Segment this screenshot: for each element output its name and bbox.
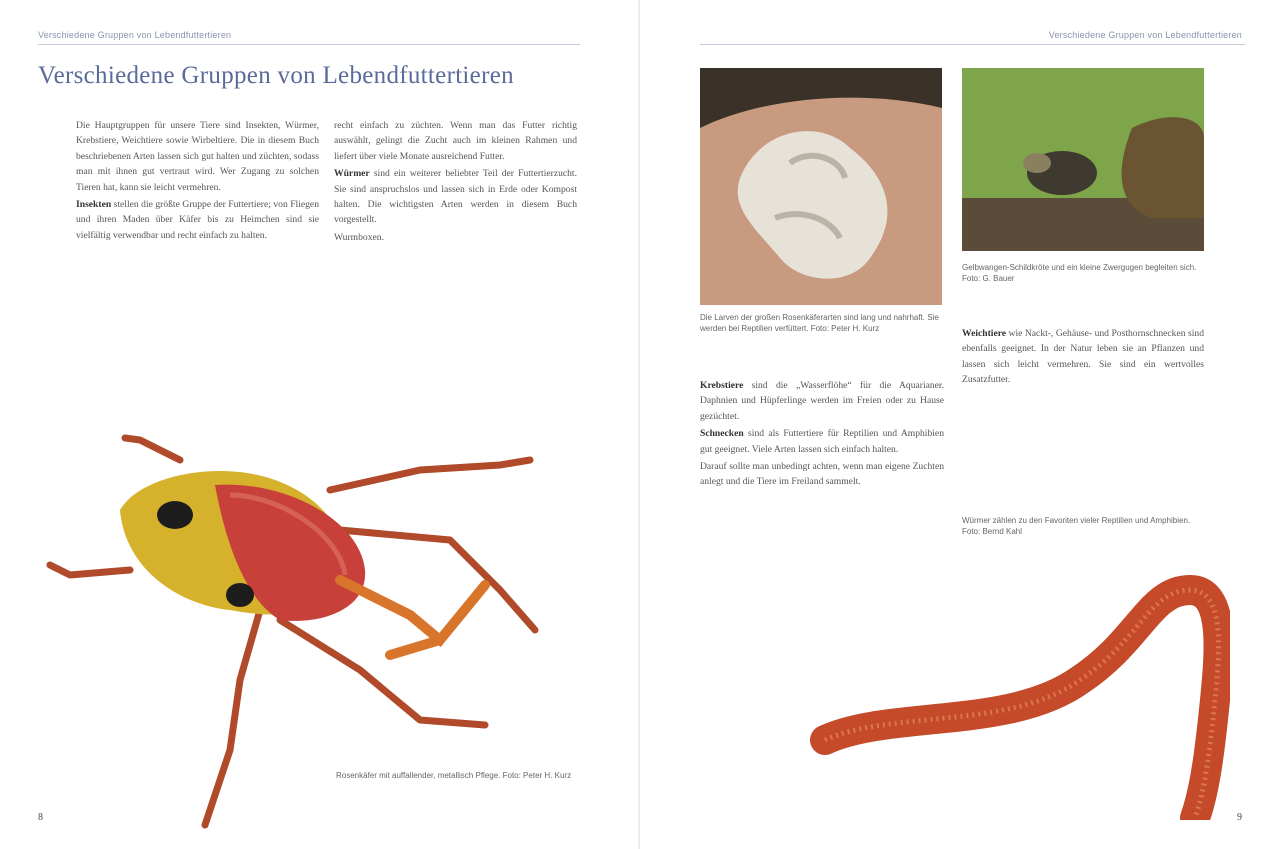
paragraph: Wurmboxen. (334, 231, 384, 243)
paragraph (76, 197, 319, 243)
paragraph-text: sind als Futtertiere für Reptilien und Amphibien gut geeignet. Viele Arten lassen sich einfach halten. (700, 428, 944, 455)
grubs-illustration (700, 68, 942, 305)
beetle-photo (30, 420, 610, 830)
lead-term: Schnecken (700, 428, 744, 440)
turtle-caption: Gelbwangen-Schildkröte und ein kleine Zwergugen begleiten sich. Foto: G. Bauer (962, 263, 1197, 283)
paragraph-text: sind ein weiterer beliebter Teil der Futtertierzucht. Sie sind anspruchslos und lassen sich in Erde oder Kompost halten. Die wichtigsten Arten werden in diesem Buch vorgestellt. (334, 168, 577, 226)
turtle-illustration (962, 68, 1204, 251)
lead-term: Insekten (76, 199, 112, 211)
worm-photo (810, 570, 1230, 820)
grubs-caption: Die Larven der großen Rosenkäferarten sind lang und nahrhaft. Sie werden bei Reptilien verfüttert. Foto: Peter H. Kurz (700, 313, 939, 333)
paragraph-text: wie Nackt-, Gehäuse- und Posthornschnecken sind ebenfalls geeignet. In der Natur leben sie an Pflanzen und lassen sich leicht vermehren. Sie sind ein wertvolles Zusatzfutter. (962, 328, 1204, 386)
paragraph (962, 326, 1204, 388)
paragraph: Darauf sollte man unbedingt achten, wenn man eigene Zuchten anlegt und die Tiere im Freiland sammelt. (700, 461, 944, 488)
paragraph: recht einfach zu züchten. Wenn man das Futter richtig auswählt, gelingt die Zucht auch im kleinen Rahmen und liefert über viele Monate ausreichend Futter. (334, 120, 577, 162)
page-title: Verschiedene Gruppen von Lebendfuttertieren (38, 62, 514, 89)
turtle-photo (962, 68, 1204, 251)
paragraph-text: sind die „Wasserflöhe“ für die Aquarianer. Daphnien und Hüpferlinge werden im Freien oder zu Hause gezüchtet. (700, 380, 944, 422)
header-rule-right (700, 44, 1245, 45)
lead-term: Weichtiere (962, 328, 1007, 339)
worm-caption: Würmer zählen zu den Favoriten vieler Reptilien und Amphibien. Foto: Bernd Kahl (962, 516, 1191, 536)
paragraph (700, 378, 944, 424)
right-text-column-2 (962, 326, 1204, 390)
page-number-right: 9 (1237, 812, 1242, 823)
header-rule-left (38, 44, 580, 45)
paragraph: Die Hauptgruppen für unsere Tiere sind Insekten, Würmer, Krebstiere, Weichtiere sowie Wirbeltiere. Die in diesem Buch beschriebenen Arten lassen sich gut halten und züchten, sodass man mit ihnen gut vertraut wird. Wer Zugang zu solchen Tieren hat, kann sie leicht vermehren. (76, 120, 319, 193)
paragraph (334, 166, 577, 228)
beetle-caption: Rosenkäfer mit auffallender, metallisch Pflege. Foto: Peter H. Kurz (336, 771, 572, 780)
running-head-right: Verschiedene Gruppen von Lebendfuttertieren (1048, 30, 1242, 40)
paragraph-text: stellen die größte Gruppe der Futtertiere; von Fliegen und ihren Maden über Käfer bis zu Heimchen sind sie vielfältig verwendbar und recht einfach zu halten. (76, 199, 319, 241)
paragraph (700, 426, 944, 457)
running-head-left: Verschiedene Gruppen von Lebendfuttertieren (38, 30, 232, 40)
beetle-illustration (30, 420, 610, 830)
right-text-column-1 (700, 378, 944, 492)
worm-illustration (810, 570, 1230, 820)
lead-term: Würmer (334, 168, 370, 180)
right-page (640, 0, 1280, 849)
page-number-left: 8 (38, 812, 43, 823)
grubs-photo (700, 68, 942, 305)
lead-term: Krebstiere (700, 380, 744, 391)
left-text-column-1 (76, 118, 319, 245)
left-text-column-2 (334, 118, 577, 247)
